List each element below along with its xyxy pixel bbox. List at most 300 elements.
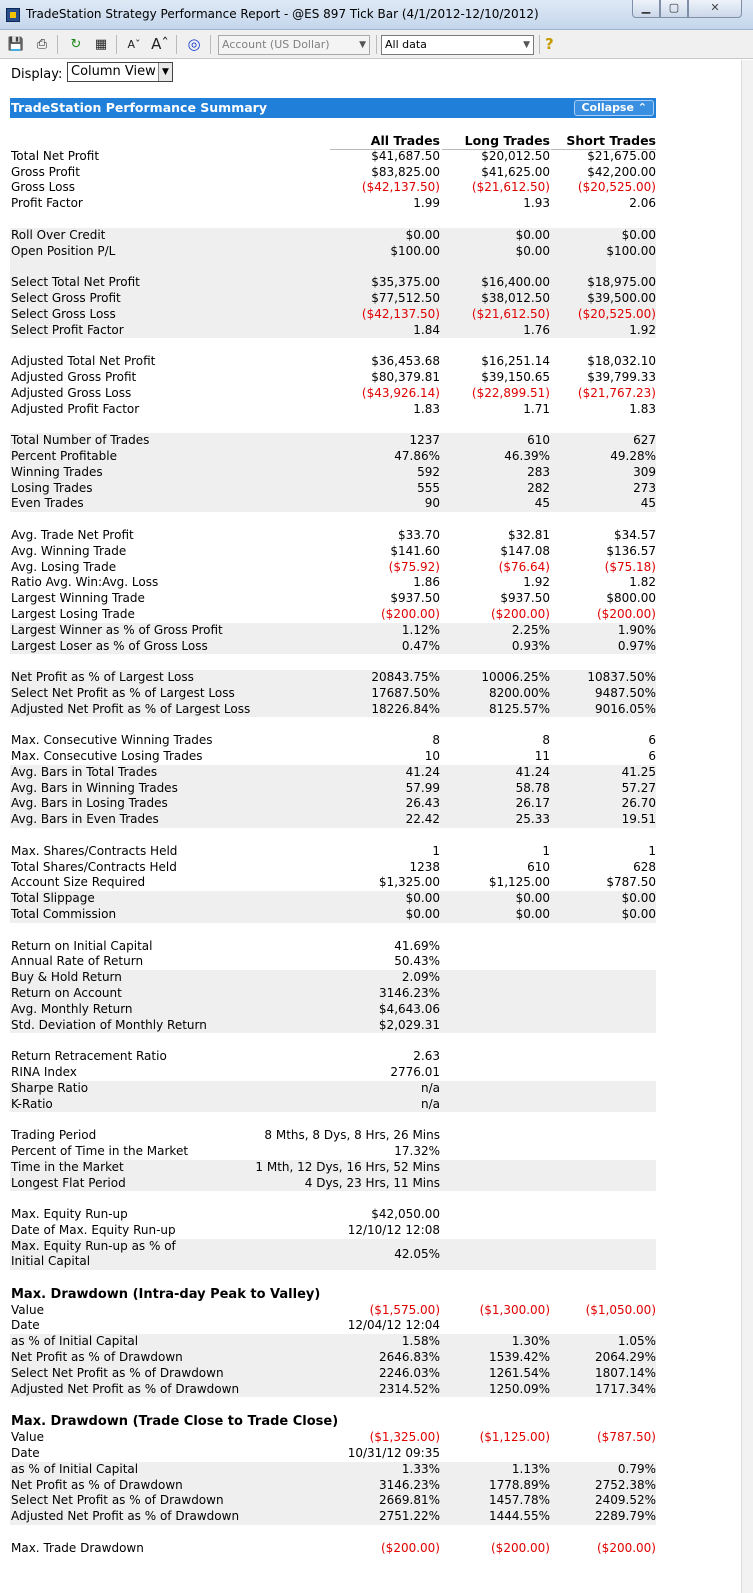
- all-trades-value: 592: [417, 464, 440, 479]
- table-row: [10, 244, 656, 260]
- table-row: [10, 1223, 656, 1239]
- all-trades-value: ($42,137.50): [361, 306, 440, 321]
- table-row: [10, 1382, 656, 1398]
- row-label: Date: [11, 1318, 40, 1333]
- toolbar-separator: [176, 35, 177, 54]
- table-row: [10, 433, 656, 449]
- all-trades-value: 4 Dys, 23 Hrs, 11 Mins: [304, 1175, 440, 1190]
- table-row: [10, 796, 656, 812]
- all-trades-value: 2.63: [413, 1049, 440, 1064]
- all-trades-value: 3146.23%: [378, 1477, 440, 1492]
- long-trades-value: 1444.55%: [488, 1509, 550, 1524]
- row-label: Max. Equity Run-up: [11, 1207, 128, 1222]
- table-row: [10, 1478, 656, 1494]
- table-row: [10, 323, 656, 339]
- all-trades-value: $4,643.06: [378, 1001, 440, 1016]
- row-label: Gross Profit: [11, 164, 80, 179]
- print-icon[interactable]: ⎙: [36, 37, 48, 52]
- all-trades-value: 2646.83%: [378, 1349, 440, 1364]
- collapse-button[interactable]: Collapse ⌃: [574, 100, 654, 116]
- minimize-button[interactable]: ▁: [632, 0, 660, 18]
- display-select-value: Column View: [71, 64, 156, 79]
- all-trades-value: 47.86%: [394, 448, 440, 463]
- spacer-row: [10, 1033, 656, 1049]
- row-label: Largest Winning Trade: [11, 591, 145, 606]
- all-trades-value: ($43,926.14): [361, 385, 440, 400]
- table-row: [10, 1334, 656, 1350]
- short-trades-value: $34.57: [614, 527, 656, 542]
- spacer-row: [10, 654, 656, 670]
- all-trades-value: ($200.00): [381, 1540, 440, 1555]
- spacer-row: [10, 1191, 656, 1207]
- row-label: Max. Trade Drawdown: [11, 1540, 144, 1555]
- short-trades-value: ($787.50): [597, 1430, 656, 1445]
- long-trades-value: 8200.00%: [488, 685, 550, 700]
- table-row: [10, 1350, 656, 1366]
- all-trades-value: $80,379.81: [371, 369, 440, 384]
- row-label: as % of Initial Capital: [11, 1461, 139, 1476]
- row-label: Avg. Monthly Return: [11, 1001, 133, 1016]
- all-trades-value: 50.43%: [394, 954, 440, 969]
- column-header-long: Long Trades: [442, 133, 550, 150]
- table-row: [10, 939, 656, 955]
- row-label: Date of Max. Equity Run-up: [11, 1222, 176, 1237]
- all-trades-value: 3146.23%: [378, 986, 440, 1001]
- summary-header: [10, 98, 656, 118]
- table-row: [10, 970, 656, 986]
- table-row: [10, 639, 656, 655]
- short-trades-value: $0.00: [621, 227, 656, 242]
- long-trades-value: 1.93: [523, 196, 550, 211]
- table-row: [10, 670, 656, 686]
- row-label: Adjusted Net Profit as % of Drawdown: [11, 1509, 240, 1524]
- table-row: [10, 1018, 656, 1034]
- all-trades-value: $0.00: [405, 891, 440, 906]
- all-trades-value: 2669.81%: [378, 1493, 440, 1508]
- section-heading: [10, 1286, 656, 1303]
- table-row: [10, 591, 656, 607]
- row-label: Select Net Profit as % of Largest Loss: [11, 685, 235, 700]
- long-trades-value: 1: [542, 843, 550, 858]
- all-trades-value: $937.50: [390, 591, 440, 606]
- table-row: [10, 402, 656, 418]
- toolbar-separator: [539, 35, 540, 54]
- column-header-short: Short Trades: [551, 133, 656, 150]
- table-row: [10, 1002, 656, 1018]
- long-trades-value: $1,125.00: [488, 875, 550, 890]
- row-label: Account Size Required: [11, 875, 146, 890]
- short-trades-value: $18,032.10: [587, 354, 656, 369]
- row-label: Adjusted Total Net Profit: [11, 354, 156, 369]
- table-row: [10, 1446, 656, 1462]
- chevron-down-icon: ▼: [158, 63, 172, 81]
- table-row: [10, 1176, 656, 1192]
- row-label: Date: [11, 1445, 40, 1460]
- short-trades-value: $39,799.33: [587, 369, 656, 384]
- row-label: Return Retracement Ratio: [11, 1049, 167, 1064]
- all-trades-value: 1.83: [413, 401, 440, 416]
- all-trades-value: ($200.00): [381, 606, 440, 621]
- row-label: as % of Initial Capital: [11, 1334, 139, 1349]
- save-icon[interactable]: 💾: [7, 37, 25, 52]
- table-row: [10, 907, 656, 923]
- all-trades-value: $36,453.68: [371, 354, 440, 369]
- all-trades-value: 1.12%: [401, 622, 440, 637]
- row-label: Select Profit Factor: [11, 322, 124, 337]
- short-trades-value: $39,500.00: [587, 290, 656, 305]
- table-row: [10, 449, 656, 465]
- long-trades-value: 610: [527, 433, 550, 448]
- table-row: [10, 749, 656, 765]
- row-label: Buy & Hold Return: [11, 970, 122, 985]
- short-trades-value: 273: [633, 480, 656, 495]
- all-trades-value: 10: [424, 749, 440, 764]
- row-label: Max. Consecutive Losing Trades: [11, 749, 203, 764]
- toolbar-separator: [210, 35, 211, 54]
- toolbar-separator: [376, 35, 377, 54]
- all-trades-value: 1238: [409, 859, 440, 874]
- row-label: Open Position P/L: [11, 243, 116, 258]
- short-trades-value: 2752.38%: [594, 1477, 656, 1492]
- data-range-value: All data: [385, 38, 427, 51]
- table-row: [10, 354, 656, 370]
- all-trades-value: $2,029.31: [378, 1017, 440, 1032]
- row-label: Max. Equity Run-up as % of Initial Capital: [11, 1238, 176, 1268]
- short-trades-value: $136.57: [606, 543, 656, 558]
- target-icon[interactable]: ◎: [187, 35, 201, 53]
- display-label: Display:: [11, 67, 63, 82]
- refresh-icon[interactable]: ↻: [70, 37, 82, 52]
- all-trades-value: 1.86: [413, 575, 440, 590]
- close-button[interactable]: ✕: [688, 0, 742, 18]
- toolbar-separator: [57, 35, 58, 54]
- all-trades-value: ($42,137.50): [361, 180, 440, 195]
- row-label: Select Gross Profit: [11, 290, 121, 305]
- row-label: Adjusted Profit Factor: [11, 401, 140, 416]
- spacer-row: [10, 828, 656, 844]
- all-trades-value: 22.42: [405, 812, 440, 827]
- row-label: Value: [11, 1430, 44, 1445]
- table-row: [10, 765, 656, 781]
- short-trades-value: 1.82: [629, 575, 656, 590]
- row-label: Time in the Market: [11, 1159, 124, 1174]
- table-row: [10, 165, 656, 181]
- all-trades-value: 1: [432, 843, 440, 858]
- short-trades-value: 10837.50%: [587, 670, 656, 685]
- row-label: Annual Rate of Return: [11, 954, 144, 969]
- table-row: [10, 560, 656, 576]
- table-row: [10, 307, 656, 323]
- table-row: [10, 465, 656, 481]
- all-trades-value: $0.00: [405, 907, 440, 922]
- short-trades-value: $42,200.00: [587, 164, 656, 179]
- short-trades-value: 1.90%: [617, 622, 656, 637]
- table-row: [10, 702, 656, 718]
- all-trades-value: n/a: [420, 1096, 440, 1111]
- spacer-row: [10, 1270, 656, 1286]
- long-trades-value: 1.30%: [511, 1334, 550, 1349]
- row-label: Largest Loser as % of Gross Loss: [11, 638, 208, 653]
- long-trades-value: 8: [542, 733, 550, 748]
- account-select[interactable]: [218, 35, 370, 55]
- table-row: [10, 1128, 656, 1144]
- all-trades-value: 90: [424, 496, 440, 511]
- spacer-row: [10, 212, 656, 228]
- all-trades-value: 1.84: [413, 322, 440, 337]
- long-trades-value: $147.08: [500, 543, 550, 558]
- all-trades-value: 2246.03%: [378, 1365, 440, 1380]
- long-trades-value: ($1,300.00): [479, 1302, 550, 1317]
- row-label: Select Net Profit as % of Drawdown: [11, 1493, 224, 1508]
- spacer-row: [10, 1397, 656, 1413]
- long-trades-value: 0.93%: [511, 638, 550, 653]
- spacer-row: [10, 338, 656, 354]
- table-row: [10, 875, 656, 891]
- row-label: Ratio Avg. Win:Avg. Loss: [11, 575, 159, 590]
- long-trades-value: $0.00: [515, 227, 550, 242]
- row-label: Adjusted Net Profit as % of Drawdown: [11, 1381, 240, 1396]
- all-trades-value: 41.69%: [394, 938, 440, 953]
- short-trades-value: 9016.05%: [594, 701, 656, 716]
- table-row: [10, 1207, 656, 1223]
- section-title: Max. Drawdown (Intra-day Peak to Valley): [11, 1286, 321, 1302]
- short-trades-value: ($75.18): [604, 559, 656, 574]
- properties-icon[interactable]: ▦: [94, 37, 108, 52]
- short-trades-value: 1717.34%: [594, 1381, 656, 1396]
- table-body: [10, 149, 656, 1557]
- table-row: [10, 481, 656, 497]
- long-trades-value: $41,625.00: [481, 164, 550, 179]
- table-row: [10, 496, 656, 512]
- short-trades-value: 49.28%: [610, 448, 656, 463]
- all-trades-value: $77,512.50: [371, 290, 440, 305]
- all-trades-value: 2314.52%: [378, 1381, 440, 1396]
- all-trades-value: 42.05%: [394, 1246, 440, 1261]
- row-label: Sharpe Ratio: [11, 1080, 89, 1095]
- table-row: [10, 1144, 656, 1160]
- all-trades-value: 12/10/12 12:08: [347, 1222, 440, 1237]
- section-title: Max. Drawdown (Trade Close to Trade Close): [11, 1414, 339, 1430]
- table-row: [10, 860, 656, 876]
- table-row: [10, 1430, 656, 1446]
- short-trades-value: ($200.00): [597, 1540, 656, 1555]
- row-label: Select Total Net Profit: [11, 275, 140, 290]
- table-row: [10, 891, 656, 907]
- long-trades-value: ($21,612.50): [471, 306, 550, 321]
- all-trades-value: 555: [417, 480, 440, 495]
- long-trades-value: 2.25%: [511, 622, 550, 637]
- long-trades-value: $0.00: [515, 907, 550, 922]
- row-label: RINA Index: [11, 1065, 77, 1080]
- chevron-down-icon: ▼: [359, 40, 366, 50]
- all-trades-value: 1.58%: [401, 1334, 440, 1349]
- short-trades-value: 628: [633, 859, 656, 874]
- row-label: Total Commission: [11, 907, 117, 922]
- long-trades-value: ($1,125.00): [479, 1430, 550, 1445]
- table-row: [10, 1160, 656, 1176]
- all-trades-value: $42,050.00: [371, 1207, 440, 1222]
- all-trades-value: $41,687.50: [371, 148, 440, 163]
- table-row: [10, 954, 656, 970]
- row-label: Avg. Bars in Even Trades: [11, 812, 159, 827]
- row-label: Gross Loss: [11, 180, 75, 195]
- all-trades-value: 10/31/12 09:35: [347, 1445, 440, 1460]
- table-row: [10, 1462, 656, 1478]
- long-trades-value: 25.33: [515, 812, 550, 827]
- row-label: Total Net Profit: [11, 148, 100, 163]
- short-trades-value: ($21,767.23): [577, 385, 656, 400]
- all-trades-value: 2776.01: [390, 1065, 440, 1080]
- long-trades-value: ($21,612.50): [471, 180, 550, 195]
- row-label: Losing Trades: [11, 480, 93, 495]
- table-row: [10, 370, 656, 386]
- long-trades-value: ($200.00): [491, 1540, 550, 1555]
- all-trades-value: 1237: [409, 433, 440, 448]
- long-trades-value: ($200.00): [491, 606, 550, 621]
- vertical-scrollbar[interactable]: [741, 60, 753, 1593]
- long-trades-value: 1.92: [523, 575, 550, 590]
- row-label: Winning Trades: [11, 464, 103, 479]
- decrease-font-icon[interactable]: Aˇ: [127, 38, 141, 51]
- short-trades-value: $800.00: [606, 591, 656, 606]
- all-trades-value: 41.24: [405, 764, 440, 779]
- all-trades-value: ($75.92): [388, 559, 440, 574]
- display-select[interactable]: [67, 62, 173, 82]
- section-heading: [10, 1413, 656, 1430]
- short-trades-value: $100.00: [606, 243, 656, 258]
- row-label: Avg. Bars in Winning Trades: [11, 780, 178, 795]
- long-trades-value: ($22,899.51): [471, 385, 550, 400]
- account-select-value: Account (US Dollar): [222, 38, 330, 51]
- long-trades-value: 283: [527, 464, 550, 479]
- row-label: Roll Over Credit: [11, 227, 106, 242]
- toolbar-separator: [116, 35, 117, 54]
- short-trades-value: 0.79%: [617, 1461, 656, 1476]
- short-trades-value: ($200.00): [597, 606, 656, 621]
- all-trades-value: 57.99: [405, 780, 440, 795]
- table-row: [10, 623, 656, 639]
- short-trades-value: 6: [648, 749, 656, 764]
- row-label: Percent Profitable: [11, 448, 117, 463]
- summary-title: TradeStation Performance Summary: [11, 100, 267, 115]
- short-trades-value: 2.06: [629, 196, 656, 211]
- row-label: Trading Period: [11, 1128, 97, 1143]
- table-row: [10, 1065, 656, 1081]
- short-trades-value: $18,975.00: [587, 275, 656, 290]
- table-row: [10, 781, 656, 797]
- all-trades-value: 8 Mths, 8 Dys, 8 Hrs, 26 Mins: [264, 1128, 440, 1143]
- row-label: Max. Shares/Contracts Held: [11, 843, 178, 858]
- short-trades-value: 45: [640, 496, 656, 511]
- short-trades-value: 1.83: [629, 401, 656, 416]
- row-label: Avg. Bars in Losing Trades: [11, 796, 168, 811]
- long-trades-value: $32.81: [508, 527, 550, 542]
- long-trades-value: 58.78: [515, 780, 550, 795]
- table-row: [10, 149, 656, 165]
- all-trades-value: $1,325.00: [378, 875, 440, 890]
- row-label: Avg. Bars in Total Trades: [11, 764, 158, 779]
- table-row: [10, 291, 656, 307]
- row-label: Adjusted Net Profit as % of Largest Loss: [11, 701, 251, 716]
- table-row: [10, 180, 656, 196]
- row-label: K-Ratio: [11, 1096, 53, 1111]
- long-trades-value: 1539.42%: [488, 1349, 550, 1364]
- column-header-row: [10, 133, 656, 149]
- table-row: [10, 844, 656, 860]
- all-trades-value: 8: [432, 733, 440, 748]
- short-trades-value: $0.00: [621, 907, 656, 922]
- short-trades-value: 1807.14%: [594, 1365, 656, 1380]
- row-label: Avg. Winning Trade: [11, 543, 127, 558]
- table-row: [10, 528, 656, 544]
- all-trades-value: ($1,575.00): [369, 1302, 440, 1317]
- row-label: Adjusted Gross Loss: [11, 385, 132, 400]
- app-icon: [6, 8, 20, 22]
- table-row: [10, 275, 656, 291]
- short-trades-value: 19.51: [621, 812, 656, 827]
- row-label: Percent of Time in the Market: [11, 1144, 189, 1158]
- short-trades-value: ($20,525.00): [577, 306, 656, 321]
- row-label: Largest Winner as % of Gross Profit: [11, 622, 223, 637]
- increase-font-icon[interactable]: Aˆ: [151, 35, 169, 53]
- maximize-button[interactable]: ▢: [660, 0, 688, 18]
- short-trades-value: 1.92: [629, 322, 656, 337]
- table-row: [10, 607, 656, 623]
- spacer-row: [10, 512, 656, 528]
- all-trades-value: $35,375.00: [371, 275, 440, 290]
- chevron-down-icon: ▼: [523, 40, 530, 50]
- all-trades-value: $100.00: [390, 243, 440, 258]
- row-label: Select Net Profit as % of Drawdown: [11, 1365, 224, 1380]
- short-trades-value: 1: [648, 843, 656, 858]
- short-trades-value: 41.25: [621, 764, 656, 779]
- long-trades-value: 1778.89%: [488, 1477, 550, 1492]
- table-row: [10, 1509, 656, 1525]
- short-trades-value: 2409.52%: [594, 1493, 656, 1508]
- toolbar: [0, 30, 753, 59]
- help-icon[interactable]: ?: [545, 35, 554, 53]
- report-content: [0, 60, 741, 1593]
- table-row: [10, 1541, 656, 1557]
- short-trades-value: 1.05%: [617, 1334, 656, 1349]
- short-trades-value: 2064.29%: [594, 1349, 656, 1364]
- table-row: [10, 986, 656, 1002]
- all-trades-value: 1.33%: [401, 1461, 440, 1476]
- row-label: Select Gross Loss: [11, 306, 116, 321]
- long-trades-value: $20,012.50: [481, 148, 550, 163]
- table-row: [10, 1318, 656, 1334]
- long-trades-value: $38,012.50: [481, 290, 550, 305]
- short-trades-value: 309: [633, 464, 656, 479]
- table-row: [10, 812, 656, 828]
- data-range-select[interactable]: [381, 35, 534, 55]
- long-trades-value: 26.17: [515, 796, 550, 811]
- row-label: Net Profit as % of Largest Loss: [11, 670, 194, 685]
- row-label: Net Profit as % of Drawdown: [11, 1349, 183, 1364]
- all-trades-value: n/a: [420, 1080, 440, 1095]
- table-row: [10, 1366, 656, 1382]
- all-trades-value: $141.60: [390, 543, 440, 558]
- long-trades-value: 610: [527, 859, 550, 874]
- table-row: [10, 1303, 656, 1319]
- long-trades-value: 1250.09%: [488, 1381, 550, 1396]
- long-trades-value: $0.00: [515, 243, 550, 258]
- all-trades-value: 18226.84%: [371, 701, 440, 716]
- title-bar: [0, 0, 753, 30]
- row-label: Longest Flat Period: [11, 1175, 126, 1190]
- all-trades-value: 1.99: [413, 196, 440, 211]
- all-trades-value: 2751.22%: [378, 1509, 440, 1524]
